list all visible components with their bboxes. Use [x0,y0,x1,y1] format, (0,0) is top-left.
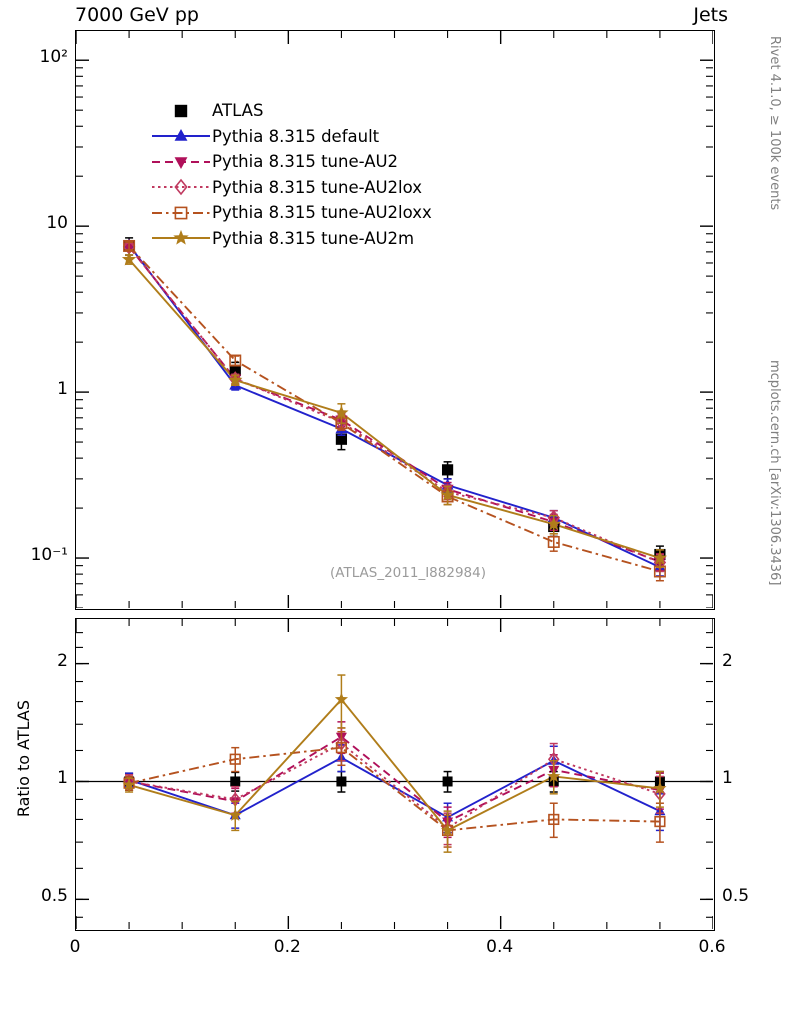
ratio-axis-title: Ratio to ATLAS [14,700,33,818]
legend-label: Pythia 8.315 tune-AU2lox [212,177,422,197]
legend-label: Pythia 8.315 tune-AU2 [212,152,399,172]
axis-tick-label: 10 [46,213,68,234]
legend-marker-icon [150,125,212,147]
legend-entry [150,226,480,252]
axis-tick-label: 0.5 [40,886,68,907]
header-process-label: Jets [693,4,728,26]
legend-label: ATLAS [212,101,264,121]
header-beam-label: 7000 GeV pp [75,4,199,26]
legend-entry [150,98,480,124]
legend-entry [150,200,480,226]
axis-tick-label: 0.2 [273,937,301,957]
legend [150,98,480,251]
axis-tick-label: 1 [722,768,733,789]
axis-tick-label: 0.5 [722,886,750,907]
legend-marker-icon [150,227,212,249]
legend-marker-icon [150,100,212,122]
legend-marker-icon [150,151,212,173]
legend-label: Pythia 8.315 tune-AU2m [212,228,415,248]
axis-tick-label: 0.6 [698,937,726,957]
ratio-plot-canvas [76,619,713,929]
axis-tick-label: 1 [57,379,68,400]
axis-tick-label: 10² [39,47,68,68]
legend-entry [150,175,480,201]
axis-tick-label: 0 [69,937,81,957]
axis-tick-label: 10⁻¹ [30,545,68,566]
rivet-version-annotation: Rivet 4.1.0, ≥ 100k events [767,36,782,211]
legend-label: Pythia 8.315 default [212,126,380,146]
axis-tick-label: 1 [57,768,68,789]
axis-tick-label: 2 [57,650,68,671]
legend-marker-icon [150,202,212,224]
arxiv-annotation: mcplots.cern.ch [arXiv:1306.3436] [767,360,782,586]
legend-entry [150,124,480,150]
legend-label: Pythia 8.315 tune-AU2loxx [212,203,432,223]
legend-entry [150,149,480,175]
axis-tick-label: 0.4 [486,937,514,957]
legend-marker-icon [150,176,212,198]
ratio-plot-panel [75,618,715,931]
axis-tick-label: 2 [722,650,733,671]
analysis-id-watermark: (ATLAS_2011_I882984) [330,565,486,581]
